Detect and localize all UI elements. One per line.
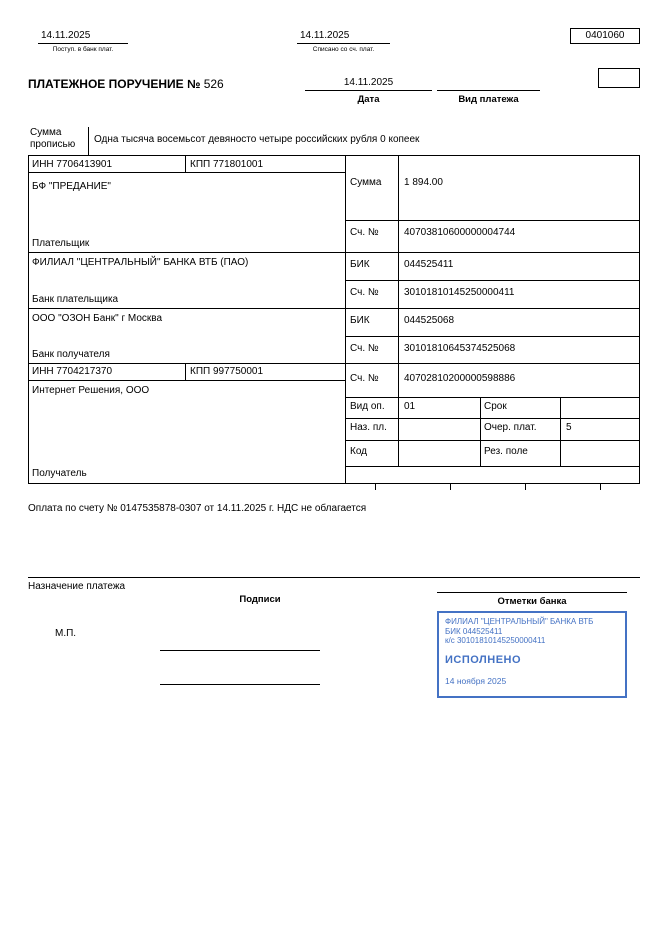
payment-type-caption: Вид платежа <box>458 94 519 105</box>
table-border <box>639 155 640 483</box>
payer-account-value: 40703810600000004744 <box>404 227 516 238</box>
op-type-value: 01 <box>404 401 416 412</box>
received-date-value: 14.11.2025 <box>38 29 128 44</box>
bank-stamp <box>437 611 627 698</box>
table-border <box>28 308 640 309</box>
table-border <box>28 380 345 381</box>
table-border <box>345 336 640 337</box>
document-number: 526 <box>203 77 224 91</box>
table-border <box>480 397 481 466</box>
payer-inn: ИНН 7706413901 <box>32 159 113 170</box>
table-border <box>28 172 345 173</box>
table-border <box>560 397 561 466</box>
debited-date-value: 14.11.2025 <box>297 29 390 44</box>
form-code-box <box>570 28 640 44</box>
payee-bank-section-label: Банк получателя <box>32 349 110 360</box>
payee-bank-bik-label: БИК <box>350 315 370 326</box>
signature-line <box>160 684 320 685</box>
payee-kpp: КПП 997750001 <box>190 366 264 377</box>
payer-bank-section-label: Банк плательщика <box>32 294 119 305</box>
table-border <box>28 155 29 483</box>
table-border <box>437 592 627 593</box>
payer-bank-account-value: 30101810145250000411 <box>404 287 515 298</box>
table-border <box>88 127 89 155</box>
table-border <box>375 483 376 490</box>
payment-date-value: 14.11.2025 <box>305 76 432 91</box>
amount-in-words: Одна тысяча восемьсот девяносто четыре российских рубля 0 копеек <box>94 134 420 145</box>
table-border <box>345 220 640 221</box>
table-border <box>345 280 640 281</box>
stamp-place-label: М.П. <box>55 628 77 639</box>
table-border <box>345 155 346 483</box>
payee-name: Интернет Решения, ООО <box>32 385 150 396</box>
table-border <box>345 466 640 467</box>
payment-type-code-box <box>598 68 640 88</box>
purpose-caption: Назначение платежа <box>28 581 126 592</box>
stamp-status: ИСПОЛНЕНО <box>445 653 522 666</box>
stamp-corr-account: к/с 30101810145250000411 <box>445 636 546 645</box>
payee-inn: ИНН 7704217370 <box>32 366 113 377</box>
payer-bank-bik-value: 044525411 <box>404 259 454 270</box>
payee-account-label: Сч. № <box>350 373 379 384</box>
stamp-date: 14 ноября 2025 <box>445 675 507 686</box>
form-code: 0401060 <box>585 30 625 41</box>
term-label: Срок <box>484 401 507 412</box>
payment-type-field <box>437 76 540 91</box>
payee-bank-bik-value: 044525068 <box>404 315 455 326</box>
payment-date-caption: Дата <box>357 94 380 105</box>
signature-line <box>160 650 320 651</box>
document-title <box>28 78 224 91</box>
payer-kpp: КПП 771801001 <box>190 159 264 170</box>
table-border <box>450 483 451 490</box>
amount-words-caption-line1: Сумма <box>30 127 62 138</box>
table-border <box>600 483 601 490</box>
payee-bank-account-value: 30101810645374525068 <box>404 343 516 354</box>
payer-bank-name: ФИЛИАЛ "ЦЕНТРАЛЬНЫЙ" БАНКА ВТБ (ПАО) <box>32 257 249 268</box>
signatures-caption: Подписи <box>239 594 281 605</box>
document-title-text: ПЛАТЕЖНОЕ ПОРУЧЕНИЕ № <box>28 77 201 91</box>
table-border <box>28 483 640 484</box>
table-border <box>345 397 640 398</box>
table-border <box>345 418 640 419</box>
payer-bank-account-label: Сч. № <box>350 287 379 298</box>
payer-name: БФ "ПРЕДАНИЕ" <box>32 181 111 192</box>
payee-bank-account-label: Сч. № <box>350 343 379 354</box>
table-border <box>185 363 186 380</box>
priority-label: Очер. плат. <box>484 422 537 433</box>
stamp-bik: БИК 044525411 <box>445 626 503 636</box>
op-type-label: Вид оп. <box>350 401 385 412</box>
debited-date-caption: Списано со сч. плат. <box>312 46 375 53</box>
payee-section-label: Получатель <box>32 468 87 479</box>
code-label: Код <box>350 446 368 457</box>
stamp-bank-name: ФИЛИАЛ "ЦЕНТРАЛЬНЫЙ" БАНКА ВТБ <box>445 617 594 626</box>
table-border <box>28 577 640 578</box>
priority-value: 5 <box>566 422 572 433</box>
table-border <box>525 483 526 490</box>
table-border <box>28 252 640 253</box>
naz-pl-label: Наз. пл. <box>350 422 387 433</box>
payer-account-label: Сч. № <box>350 227 379 238</box>
table-border <box>398 155 399 466</box>
table-border <box>345 440 640 441</box>
amount-words-caption-line2: прописью <box>30 139 76 150</box>
bank-marks-caption: Отметки банка <box>497 596 567 607</box>
payer-section-label: Плательщик <box>32 238 90 249</box>
table-border <box>28 363 640 364</box>
payee-account-value: 40702810200000598886 <box>404 373 516 384</box>
received-date-caption: Поступ. в банк плат. <box>52 46 114 53</box>
amount-value: 1 894.00 <box>404 177 443 188</box>
payer-bank-bik-label: БИК <box>350 259 370 270</box>
purpose-text: Оплата по счету № 0147535878-0307 от 14.11.2025 г. НДС не облагается <box>28 503 367 514</box>
table-border <box>185 155 186 172</box>
payee-bank-name: ООО "ОЗОН Банк" г Москва <box>32 313 163 324</box>
table-border <box>28 155 640 156</box>
res-field-label: Рез. поле <box>484 446 528 457</box>
amount-label: Сумма <box>350 177 382 188</box>
